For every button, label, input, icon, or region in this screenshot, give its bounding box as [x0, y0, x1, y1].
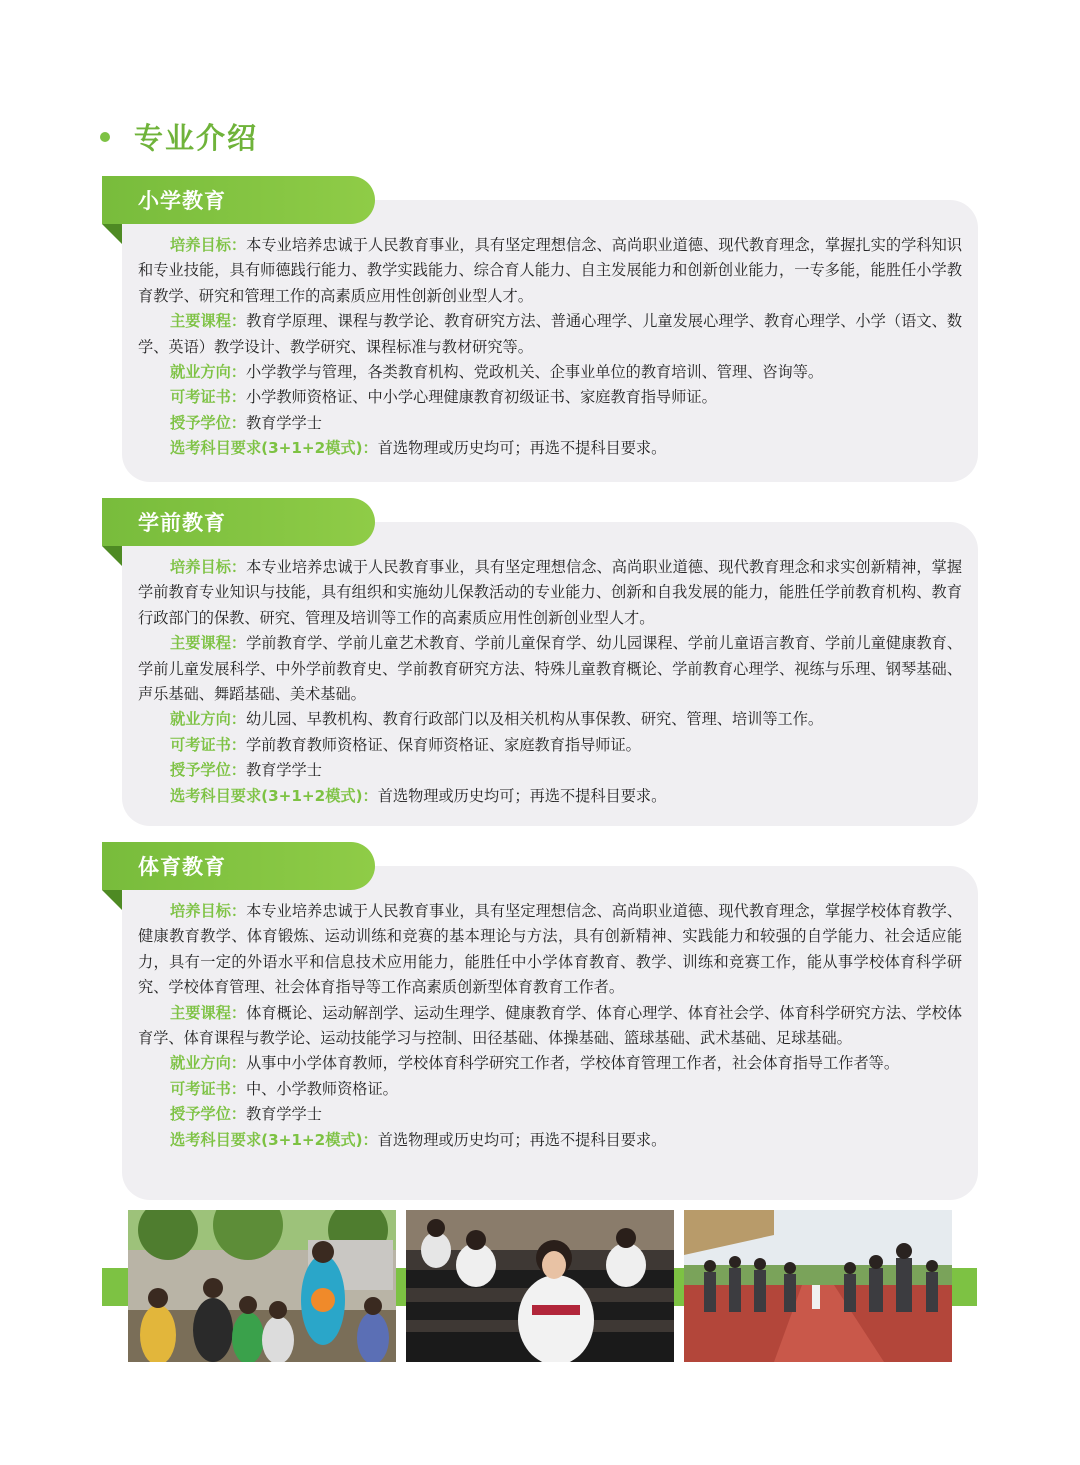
- page-heading: [100, 116, 258, 157]
- career-text: 小学教学与管理，各类教育机构、党政机关、企事业单位的教育培训、管理、咨询等。: [245, 363, 824, 382]
- cert-label: 可考证书：: [170, 1079, 246, 1098]
- goal-text: 本专业培养忠诚于人民教育事业，具有坚定理想信念、高尚职业道德、现代教育理念，掌握学校体育教学、健康教育教学、体育锻炼、运动训练和竞赛的基本理论与方法，具有创新精神、实践能力和较强的自学能力、社会适应能力，具有一定的外语水平和信息技术应用能力，能胜任中小学体育教育、教学、训练和竞赛工作，能从事学校体育科学研究、学校体育管理、社会体育指导等工作高素质创新型体育教育工作者。: [138, 902, 963, 997]
- courses-paragraph: [138, 1001, 962, 1052]
- photo-strip: [0, 1210, 1080, 1365]
- career-label: 就业方向：: [170, 1054, 246, 1073]
- section-tab: [102, 176, 375, 224]
- tab-fold-shape: [102, 224, 122, 244]
- page-title: 专业介绍: [134, 121, 259, 155]
- cert-label: 可考证书：: [170, 735, 246, 754]
- goal-label: 培养目标：: [170, 902, 247, 920]
- subject-label: 选考科目要求(3+1+2模式)：: [170, 1130, 378, 1149]
- degree-label: 授予学位：: [170, 1105, 246, 1124]
- degree-paragraph: [138, 411, 962, 436]
- section-title: 小学教育: [138, 189, 226, 213]
- courses-label: 主要课程：: [170, 1003, 247, 1022]
- courses-text: 学前教育学、学前儿童艺术教育、学前儿童保育学、幼儿园课程、学前儿童语言教育、学前儿童健康教育、学前儿童发展科学、中外学前教育史、学前教育研究方法、特殊儿童教育概论、学前教育心理学、视练与乐理、钢琴基础、声乐基础、舞蹈基础、美术基础。: [138, 634, 963, 704]
- career-paragraph: [138, 1051, 962, 1076]
- subject-paragraph: [138, 784, 962, 809]
- section-physical-education: [102, 842, 978, 1202]
- degree-text: 教育学学士: [245, 413, 322, 432]
- goal-paragraph: [138, 233, 962, 309]
- goal-label: 培养目标：: [170, 558, 247, 576]
- photo-children-outdoor: [128, 1210, 396, 1362]
- career-text: 幼儿园、早教机构、教育行政部门以及相关机构从事保教、研究、管理、培训等工作。: [245, 710, 824, 729]
- degree-label: 授予学位：: [170, 761, 246, 780]
- section-title: 体育教育: [138, 855, 226, 879]
- section-body: [138, 899, 962, 1153]
- cert-label: 可考证书：: [170, 388, 246, 407]
- section-body: [138, 233, 962, 462]
- courses-label: 主要课程：: [170, 312, 247, 331]
- subject-text: 首选物理或历史均可；再选不提科目要求。: [377, 439, 667, 458]
- degree-text: 教育学学士: [245, 761, 322, 780]
- degree-paragraph: [138, 758, 962, 783]
- cert-paragraph: [138, 1077, 962, 1102]
- section-primary-education: [102, 176, 978, 484]
- courses-text: 体育概论、运动解剖学、运动生理学、健康教育学、体育心理学、体育社会学、体育科学研究方法、学校体育学、体育课程与教学论、运动技能学习与控制、田径基础、体操基础、篮球基础、武术基础、足球基础。: [138, 1003, 963, 1048]
- courses-paragraph: [138, 631, 962, 707]
- courses-label: 主要课程：: [170, 634, 247, 653]
- photo-sports-training: [684, 1210, 952, 1362]
- degree-label: 授予学位：: [170, 413, 246, 432]
- career-label: 就业方向：: [170, 710, 246, 729]
- goal-label: 培养目标：: [170, 236, 247, 254]
- subject-paragraph: [138, 436, 962, 461]
- career-text: 从事中小学体育教师，学校体育科学研究工作者，学校体育管理工作者，社会体育指导工作者等。: [245, 1054, 899, 1073]
- subject-text: 首选物理或历史均可；再选不提科目要求。: [377, 1130, 667, 1149]
- career-paragraph: [138, 360, 962, 385]
- courses-text: 教育学原理、课程与教学论、教育研究方法、普通心理学、儿童发展心理学、教育心理学、小学（语文、数学、英语）教学设计、教学研究、课程标准与教材研究等。: [138, 312, 963, 356]
- subject-paragraph: [138, 1128, 962, 1153]
- tab-fold-shape: [102, 890, 122, 910]
- section-tab: [102, 842, 375, 890]
- section-preschool-education: [102, 498, 978, 828]
- goal-paragraph: [138, 555, 962, 631]
- goal-text: 本专业培养忠诚于人民教育事业，具有坚定理想信念、高尚职业道德、现代教育理念，掌握扎实的学科知识和专业技能，具有师德践行能力、教学实践能力、综合育人能力、自主发展能力和创新创业能力，一专多能，能胜任小学教育教学、研究和管理工作的高素质应用性创新创业型人才。: [138, 236, 963, 305]
- subject-label: 选考科目要求(3+1+2模式)：: [170, 439, 378, 458]
- career-paragraph: [138, 707, 962, 732]
- section-title: 学前教育: [138, 511, 226, 535]
- degree-text: 教育学学士: [245, 1105, 322, 1124]
- section-tab: [102, 498, 375, 546]
- goal-text: 本专业培养忠诚于人民教育事业，具有坚定理想信念、高尚职业道德、现代教育理念和求实创新精神，掌握学前教育专业知识与技能，具有组织和实施幼儿保教活动的专业能力、创新和自我发展的能力，能胜任学前教育机构、教育行政部门的保教、研究、管理及培训等工作的高素质应用性创新创业型人才。: [138, 558, 963, 627]
- goal-paragraph: [138, 899, 962, 1001]
- cert-paragraph: [138, 733, 962, 758]
- subject-label: 选考科目要求(3+1+2模式)：: [170, 786, 378, 805]
- career-label: 就业方向：: [170, 363, 246, 382]
- cert-text: 小学教师资格证、中小学心理健康教育初级证书、家庭教育指导师证。: [245, 388, 717, 407]
- degree-paragraph: [138, 1102, 962, 1127]
- photo-piano-class: [406, 1210, 674, 1362]
- cert-text: 中、小学教师资格证。: [245, 1079, 398, 1098]
- section-body: [138, 555, 962, 809]
- subject-text: 首选物理或历史均可；再选不提科目要求。: [377, 786, 667, 805]
- bullet-dot-icon: [100, 132, 110, 142]
- courses-paragraph: [138, 309, 962, 360]
- cert-text: 学前教育教师资格证、保育师资格证、家庭教育指导师证。: [245, 735, 641, 754]
- cert-paragraph: [138, 385, 962, 410]
- tab-fold-shape: [102, 546, 122, 566]
